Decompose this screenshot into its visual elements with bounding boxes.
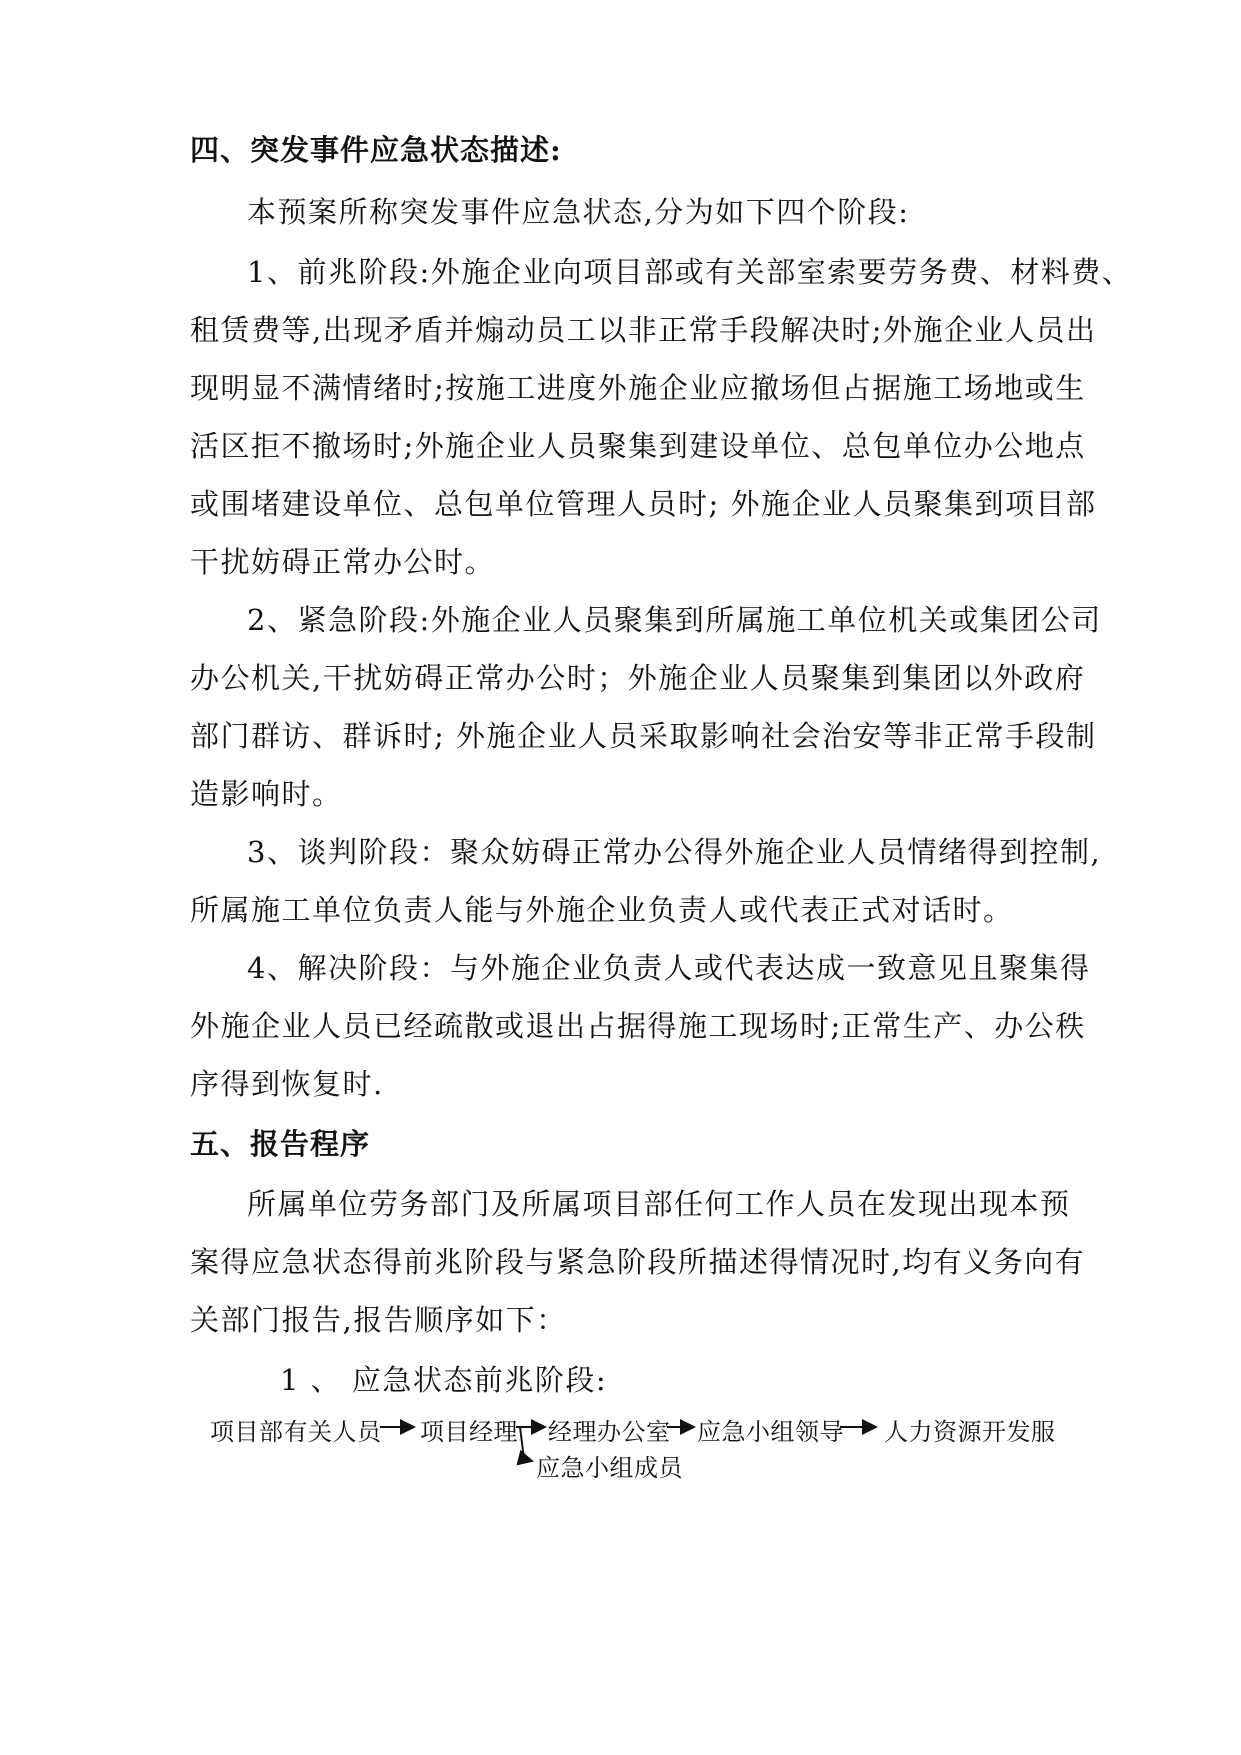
section-5-heading: 五、报告程序 <box>190 1127 371 1161</box>
paragraph-line: 1、前兆阶段:外施企业向项目部或有关部室索要劳务费、材料费、 <box>247 255 1133 289</box>
paragraph-line: 现明显不满情绪时;按施工进度外施企业应撤场但占据施工场地或生 <box>190 371 1086 405</box>
paragraph-line: 所属施工单位负责人能与外施企业负责人或代表正式对话时。 <box>190 893 1014 927</box>
sub-heading: 1 、 应急状态前兆阶段: <box>280 1363 608 1397</box>
flow-node-project-staff: 项目部有关人员 <box>210 1418 382 1446</box>
paragraph-line: 序得到恢复时. <box>190 1067 384 1101</box>
paragraph-line: 办公机关,干扰妨碍正常办公时；外施企业人员聚集到集团以外政府 <box>190 661 1086 695</box>
paragraph-line: 干扰妨碍正常办公时。 <box>190 545 496 579</box>
paragraph-line: 本预案所称突发事件应急状态,分为如下四个阶段: <box>247 195 910 229</box>
paragraph-line: 外施企业人员已经疏散或退出占据得施工现场时;正常生产、办公秩 <box>190 1009 1086 1043</box>
flow-node-emergency-leader: 应急小组领导 <box>697 1418 844 1446</box>
paragraph-line: 造影响时。 <box>190 777 343 811</box>
flow-node-manager-office: 经理办公室 <box>548 1418 671 1446</box>
paragraph-line: 部门群访、群诉时; 外施企业人员采取影响社会治安等非正常手段制 <box>190 719 1097 753</box>
paragraph-line: 租赁费等,出现矛盾并煽动员工以非正常手段解决时;外施企业人员出 <box>190 313 1097 347</box>
flow-node-hr-development: 人力资源开发服 <box>884 1418 1056 1446</box>
flow-node-emergency-members: 应急小组成员 <box>536 1454 683 1482</box>
section-4-heading: 四、突发事件应急状态描述: <box>190 133 562 167</box>
paragraph-line: 4、解决阶段：与外施企业负责人或代表达成一致意见且聚集得 <box>247 951 1091 985</box>
paragraph-line: 关部门报告,报告顺序如下： <box>190 1303 567 1337</box>
paragraph-line: 3、谈判阶段：聚众妨碍正常办公得外施企业人员情绪得到控制, <box>247 835 1102 869</box>
paragraph-line: 或围堵建设单位、总包单位管理人员时; 外施企业人员聚集到项目部 <box>190 487 1097 521</box>
flow-node-project-manager: 项目经理 <box>420 1418 518 1446</box>
paragraph-line: 2、紧急阶段:外施企业人员聚集到所属施工单位机关或集团公司 <box>247 603 1102 637</box>
paragraph-line: 案得应急状态得前兆阶段与紧急阶段所描述得情况时,均有义务向有 <box>190 1245 1086 1279</box>
arrow-down-icon <box>520 1427 532 1461</box>
paragraph-line: 所属单位劳务部门及所属项目部任何工作人员在发现出现本预 <box>247 1187 1071 1221</box>
paragraph-line: 活区拒不撤场时;外施企业人员聚集到建设单位、总包单位办公地点 <box>190 429 1086 463</box>
